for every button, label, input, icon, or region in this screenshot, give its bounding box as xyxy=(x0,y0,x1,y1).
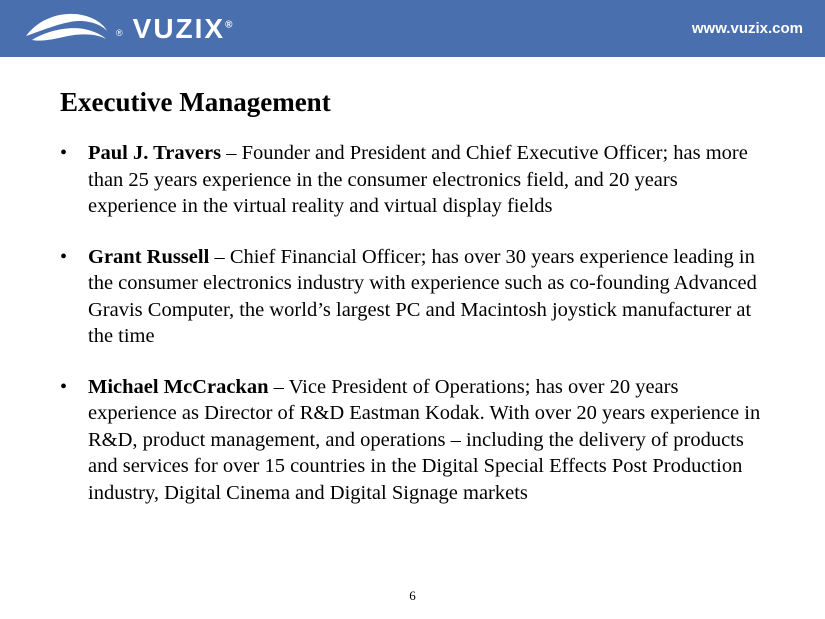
person-description: – Chief Financial Officer; has over 30 years experience leading in the consumer electronics industry with experience such as co-founding Advanced Gravis Computer, the world’s largest PC and Macintosh joystick manufacturer at the time xyxy=(88,245,757,347)
bullet-marker-icon: • xyxy=(60,245,68,268)
page-title: Executive Management xyxy=(60,87,331,117)
bullet-marker-icon: • xyxy=(60,142,68,164)
brand-wordmark xyxy=(133,13,233,45)
page-number: 6 xyxy=(409,588,416,603)
list-item xyxy=(0,374,825,507)
list-item xyxy=(0,140,825,220)
vuzix-swoosh-icon xyxy=(24,9,110,49)
bullet-content xyxy=(88,374,765,507)
header-website-url: www.vuzix.com xyxy=(691,20,803,37)
bullet-list xyxy=(0,140,825,506)
logo-registered-icon: ® xyxy=(116,27,123,38)
person-description: – Vice President of Operations; has over 20 years experience as Director of R&D Eastman Kodak. With over 20 years experience in R&D, product management, and operations – including the delivery of products and services for over 15 countries in the Digital Special Effects Post Production industry, Digital Cinema and Digital Signage markets xyxy=(88,375,761,504)
slide-body xyxy=(0,61,825,530)
person-name: Michael McCrackan xyxy=(88,375,269,398)
brand-registered-mark: ® xyxy=(225,19,233,31)
bullet-content xyxy=(88,140,765,220)
vuzix-logo xyxy=(0,9,232,49)
person-description: – Founder and President and Chief Executive Officer; has more than 25 years experience in the consumer electronics field, and 20 years experience in the virtual reality and virtual display fields xyxy=(88,142,748,217)
brand-name: VUZIX xyxy=(132,12,226,44)
person-name: Grant Russell xyxy=(88,245,210,268)
list-item xyxy=(0,244,825,350)
bullet-marker-icon: • xyxy=(60,375,68,398)
bullet-content xyxy=(88,244,765,350)
slide-header xyxy=(0,0,825,57)
person-name: Paul J. Travers xyxy=(88,142,222,164)
